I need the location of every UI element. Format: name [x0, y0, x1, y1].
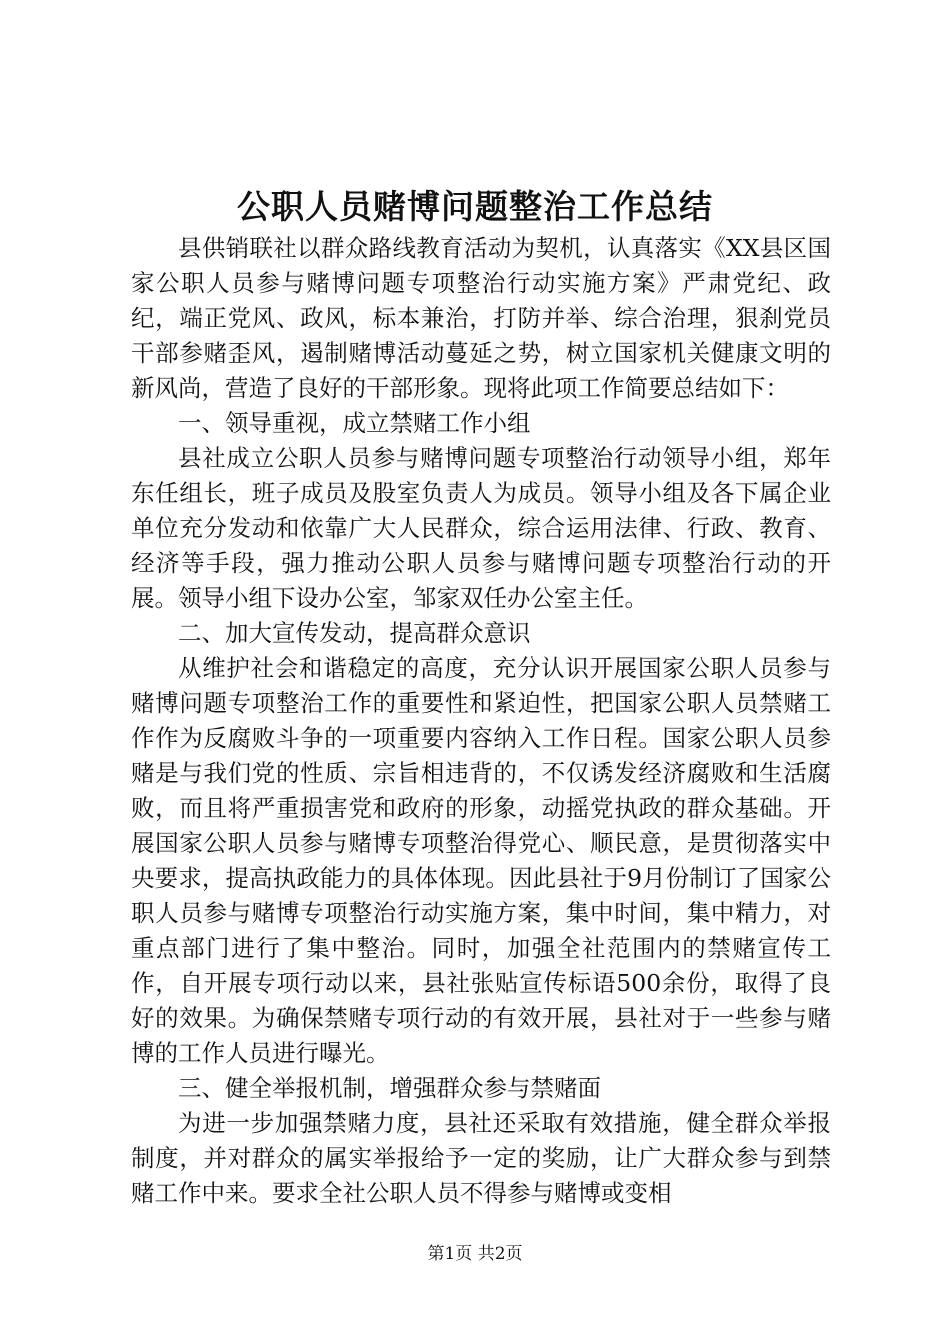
section-heading-3: 三、健全举报机制，增强群众参与禁赌面: [178, 1074, 601, 1102]
section-3-paragraph: 为进一步加强禁赌力度，县社还采取有效措施，健全群众举报制度，并对群众的属实举报给予一定的奖励，让广大群众参与到禁赌工作中来。要求全社公职人员不得参与赌博或变相: [131, 1109, 831, 1207]
intro-paragraph: 县供销联社以群众路线教育活动为契机，认真落实《XX县区国家公职人员参与赌博问题专项整治行动实施方案》严肃党纪、政纪，端正党风、政风，标本兼治，打防并举、综合治理，狠刹党员干部参赌歪风，遏制赌博活动蔓延之势，树立国家机关健康文明的新风尚，营造了良好的干部形象。现将此项工作简要总结如下：: [131, 234, 831, 402]
section-2-paragraph: 从维护社会和谐稳定的高度，充分认识开展国家公职人员参与赌博问题专项整治工作的重要性和紧迫性，把国家公职人员禁赌工作作为反腐败斗争的一项重要内容纳入工作日程。国家公职人员参赌是与我们党的性质、宗旨相违背的，不仅诱发经济腐败和生活腐败，而且将严重损害党和政府的形象，动摇党执政的群众基础。开展国家公职人员参与赌博专项整治得党心、顺民意，是贯彻落实中央要求，提高执政能力的具体体现。因此县社于9月份制订了国家公职人员参与赌博专项整治行动实施方案，集中时间，集中精力，对重点部门进行了集中整治。同时，加强全社范围内的禁赌宣传工作，自开展专项行动以来，县社张贴宣传标语500余份，取得了良好的效果。为确保禁赌专项行动的有效开展，县社对于一些参与赌博的工作人员进行曝光。: [131, 654, 831, 1067]
section-1-paragraph: 县社成立公职人员参与赌博问题专项整治行动领导小组，郑年东任组长，班子成员及股室负责人为成员。领导小组及各下属企业单位充分发动和依靠广大人民群众，综合运用法律、行政、教育、经济等手段，强力推动公职人员参与赌博问题专项整治行动的开展。领导小组下设办公室，邹家双任办公室主任。: [131, 444, 831, 612]
document-body: [131, 231, 831, 1211]
section-heading-2: 二、加大宣传发动，提高群众意识: [178, 619, 531, 647]
document-title: 公职人员赌博问题整治工作总结: [237, 187, 713, 226]
section-heading-1: 一、领导重视，成立禁赌工作小组: [178, 409, 531, 437]
page-number-footer: 第1页 共2页: [427, 1244, 523, 1264]
